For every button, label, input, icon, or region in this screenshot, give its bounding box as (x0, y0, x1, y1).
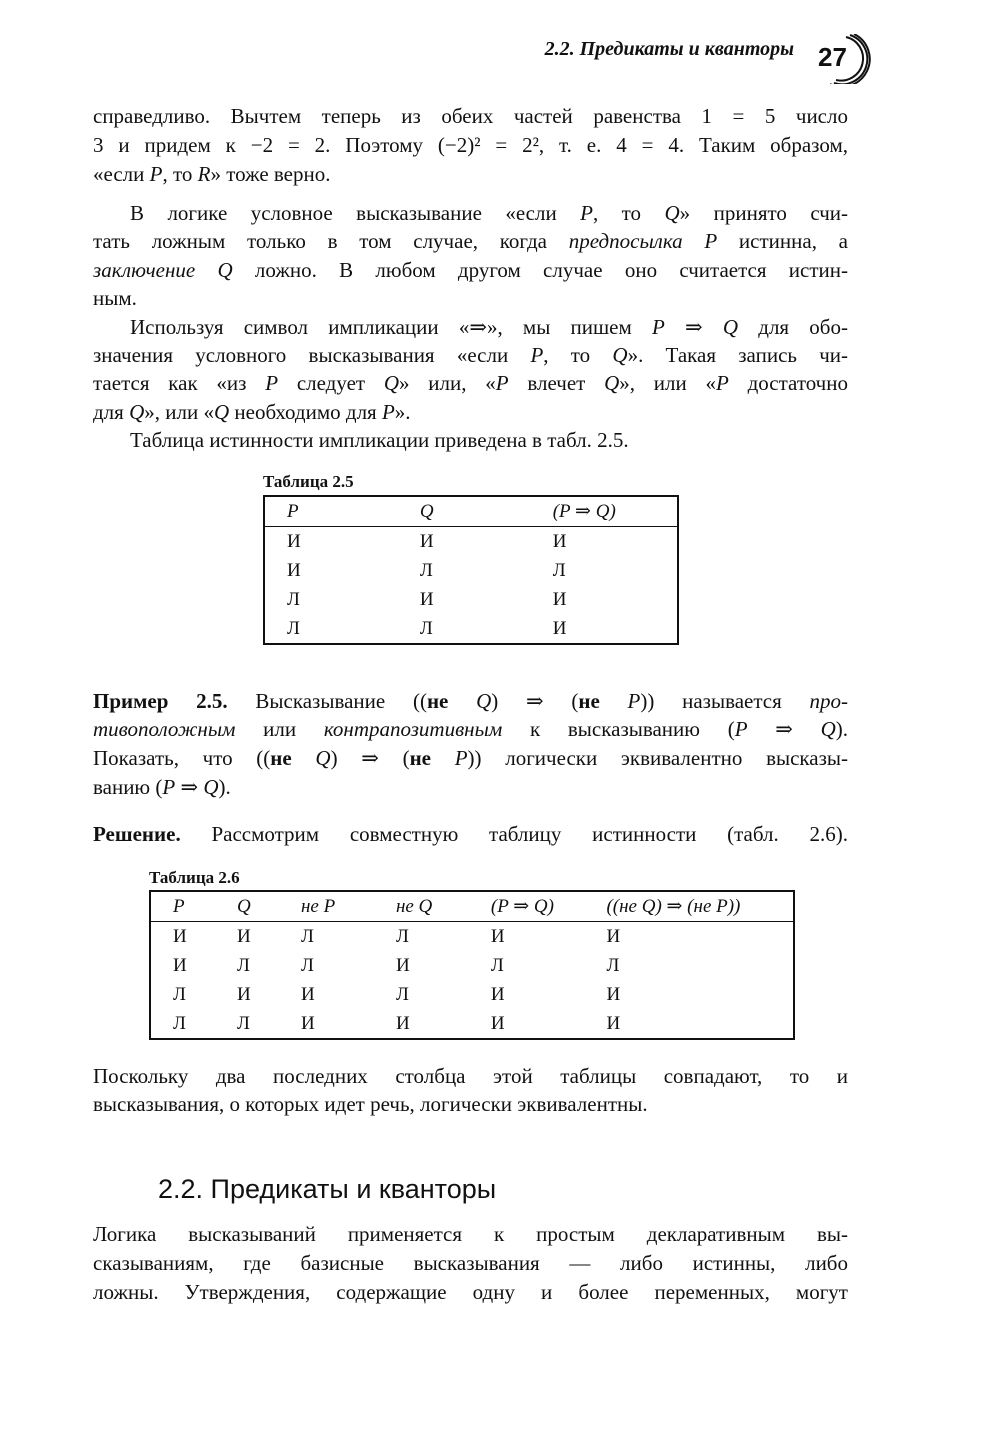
text-line (130, 312, 848, 342)
text-run: P (162, 775, 176, 799)
text-line (93, 1061, 848, 1091)
truth-table-2-5 (263, 495, 679, 645)
text-run: заключение Q (93, 258, 233, 282)
text-run: Q (203, 775, 219, 799)
table-cell: Л (552, 559, 566, 581)
table-header-cell: (P ⇒ Q) (531, 496, 678, 527)
text-run: Q (315, 746, 331, 770)
section-heading: 2.2. Предикаты и кванторы (158, 1174, 497, 1204)
table-cell: И (606, 983, 621, 1005)
table-cell: Л (490, 954, 504, 976)
text-run: P (495, 371, 509, 395)
text-run: », или « (144, 400, 214, 424)
text-run: для (93, 400, 130, 424)
text-run: , то (162, 162, 198, 186)
table-cell: И (173, 954, 187, 976)
text-run: тается как «из (93, 371, 266, 395)
text-line (130, 198, 848, 228)
table-row (264, 556, 678, 585)
text-run: Пример 2.5. (93, 689, 228, 713)
text-run: следует (278, 371, 384, 395)
text-run: P (734, 717, 748, 741)
page-number-badge (814, 34, 872, 84)
table-cell: И (552, 617, 567, 639)
text-run: Высказывание (( (227, 689, 427, 713)
text-line (93, 772, 848, 802)
text-line (93, 686, 848, 716)
table-cell: Л (287, 617, 300, 639)
text-line (130, 425, 848, 455)
text-run: не (578, 689, 600, 713)
text-line (93, 101, 848, 131)
text-line (93, 255, 848, 285)
table-header-row (264, 496, 678, 527)
text-run (600, 689, 628, 713)
text-line (93, 368, 848, 398)
table-header-cell: (P ⇒ Q) (469, 891, 585, 922)
table-cell: И (301, 1012, 315, 1034)
table-cell: И (237, 925, 251, 947)
text-run: не (409, 746, 431, 770)
text-run: P (530, 343, 544, 367)
text-run: значения условного высказывания «если (93, 343, 531, 367)
running-header: 2.2. Предикаты и кванторы (544, 38, 794, 60)
text-run: для обо- (738, 315, 848, 339)
text-run: ). (835, 717, 848, 741)
text-run: к высказыванию ( (502, 717, 735, 741)
table-cell: Л (395, 983, 409, 1005)
table-cell: Л (419, 559, 433, 581)
truth-table-2-6 (149, 890, 795, 1040)
table-cell: И (395, 1012, 410, 1034)
table-cell: И (237, 983, 251, 1005)
text-run: Q (476, 689, 492, 713)
text-run: Таблица истинности импликации приведена в табл. 2.5. (130, 428, 629, 452)
text-run (292, 746, 316, 770)
table-cell: И (287, 530, 301, 552)
text-run: влечет (508, 371, 605, 395)
text-run: высказывания, о которых идет речь, логически эквивалентны. (93, 1092, 648, 1116)
text-line (93, 340, 848, 370)
text-run: » или, « (399, 371, 496, 395)
table-row (150, 922, 794, 952)
table-cell: И (419, 530, 434, 552)
text-run: 3 и придем к −2 = 2. Поэтому (−2)² = 2², т. е. 4 = 4. Таким образом, (93, 133, 848, 157)
table-cell: И (552, 530, 567, 552)
text-run: ⇒ (664, 315, 723, 339)
text-run: Q (213, 400, 230, 424)
text-run: )) называется (640, 689, 810, 713)
text-run: P (716, 371, 729, 395)
text-run: тать ложным только в том случае, когда (93, 229, 569, 253)
table-cell: Л (419, 617, 433, 639)
table-cell: И (490, 983, 505, 1005)
table-header-cell: P (264, 496, 398, 527)
table-header-cell: Q (398, 496, 531, 527)
text-line (93, 397, 848, 427)
table-header-cell: ((не Q) ⇒ (не P)) (584, 891, 794, 922)
text-run: ложны. Утверждения, содержащие одну и более переменных, могут (93, 1280, 848, 1304)
text-run: » принято счи- (679, 201, 849, 225)
text-line (93, 743, 848, 773)
text-run: ⇒ (747, 717, 821, 741)
text-run: ложно. В любом другом случае оно считается истин- (232, 258, 848, 282)
text-run: Q (383, 371, 400, 395)
text-line (93, 1248, 848, 1278)
text-run: Рассмотрим совместную таблицу истинности (табл. 2.6). (180, 822, 848, 846)
text-line (93, 714, 848, 744)
table-cell: И (490, 925, 505, 947)
text-run: В логике условное высказывание «если (130, 201, 581, 225)
text-run: про- (809, 689, 849, 713)
text-run: P (265, 371, 279, 395)
page-number: 27 (818, 42, 847, 72)
table-header-cell: не P (279, 891, 374, 922)
text-run: Q (664, 201, 680, 225)
table-cell: И (287, 559, 301, 581)
table-row (150, 951, 794, 980)
text-run: )) логически эквивалентно высказы- (467, 746, 849, 770)
table-cell: И (301, 983, 315, 1005)
text-line (93, 1089, 848, 1119)
table-2-5-caption: Таблица 2.5 (263, 472, 354, 491)
table-header-cell: не Q (374, 891, 469, 922)
table-cell: Л (173, 1012, 186, 1034)
text-line (93, 1277, 848, 1307)
text-run: P (454, 746, 468, 770)
text-run: » тоже верно. (210, 162, 331, 186)
table-cell: И (173, 925, 187, 947)
table-header-row (150, 891, 794, 922)
text-run: тивоположным (93, 717, 236, 741)
text-run: ным. (93, 286, 137, 310)
text-run: контрапозитивным (323, 717, 503, 741)
table-cell: Л (301, 925, 314, 947)
text-run: , то (592, 201, 665, 225)
text-run: «если (93, 162, 150, 186)
text-run: или (235, 717, 324, 741)
text-line (93, 226, 848, 256)
text-run: ) ⇒ ( (330, 746, 410, 770)
text-run: сказываниям, где базисные высказывания — либо истинны, либо (93, 1251, 848, 1275)
table-cell: Л (287, 588, 300, 610)
text-run: », или « (619, 371, 716, 395)
table-cell: И (606, 925, 621, 947)
text-run: ). (218, 775, 231, 799)
text-run: справедливо. Вычтем теперь из обеих частей равенства 1 = 5 число (93, 104, 848, 128)
table-cell: Л (395, 925, 409, 947)
text-run: P (381, 400, 395, 424)
text-run: Используя символ импликации «⇒», мы пишем (130, 315, 653, 339)
text-run: Q (820, 717, 836, 741)
text-line (93, 819, 848, 849)
table-row (264, 585, 678, 614)
text-run (431, 746, 455, 770)
text-run: предпосылка P (568, 229, 718, 253)
text-run: Q (722, 315, 739, 339)
table-row (150, 980, 794, 1009)
table-cell: Л (237, 1012, 250, 1034)
table-row (264, 527, 678, 557)
table-cell: И (419, 588, 434, 610)
table-cell: И (606, 1012, 621, 1034)
table-row (264, 614, 678, 644)
table-header-cell: Q (215, 891, 279, 922)
table-cell: И (552, 588, 567, 610)
text-line (93, 130, 848, 160)
text-run: ) ⇒ ( (491, 689, 579, 713)
text-run: P (149, 162, 163, 186)
text-run: Показать, что (( (93, 746, 271, 770)
text-run: достаточно (728, 371, 848, 395)
text-line (93, 283, 848, 313)
text-run: необходимо для (229, 400, 382, 424)
table-header-cell: P (150, 891, 215, 922)
text-run: P (627, 689, 641, 713)
text-run: P (652, 315, 665, 339)
text-line (93, 1219, 848, 1249)
text-run: Логика высказываний применяется к простым декларативным вы- (93, 1222, 848, 1246)
text-run: ванию ( (93, 775, 163, 799)
table-cell: Л (237, 954, 250, 976)
text-run: Q (612, 343, 628, 367)
text-run: Q (129, 400, 145, 424)
table-cell: И (395, 954, 410, 976)
table-2-6-caption: Таблица 2.6 (149, 868, 240, 887)
text-run (448, 689, 476, 713)
text-run: ». (394, 400, 411, 424)
text-run: , то (543, 343, 613, 367)
text-line (93, 159, 848, 189)
text-run: ⇒ (175, 775, 204, 799)
text-run: R (197, 162, 211, 186)
table-cell: И (490, 1012, 505, 1034)
text-run: не (426, 689, 449, 713)
text-run: истинна, а (717, 229, 848, 253)
table-cell: Л (301, 954, 314, 976)
text-run: Q (604, 371, 620, 395)
text-run: P (580, 201, 593, 225)
text-run: Поскольку два последних столбца этой таблицы совпадают, то и (93, 1064, 848, 1088)
table-cell: Л (173, 983, 186, 1005)
table-cell: Л (606, 954, 620, 976)
table-row (150, 1009, 794, 1039)
text-run: Решение. (93, 822, 181, 846)
text-run: ». Такая запись чи- (627, 343, 849, 367)
text-run: не (270, 746, 292, 770)
